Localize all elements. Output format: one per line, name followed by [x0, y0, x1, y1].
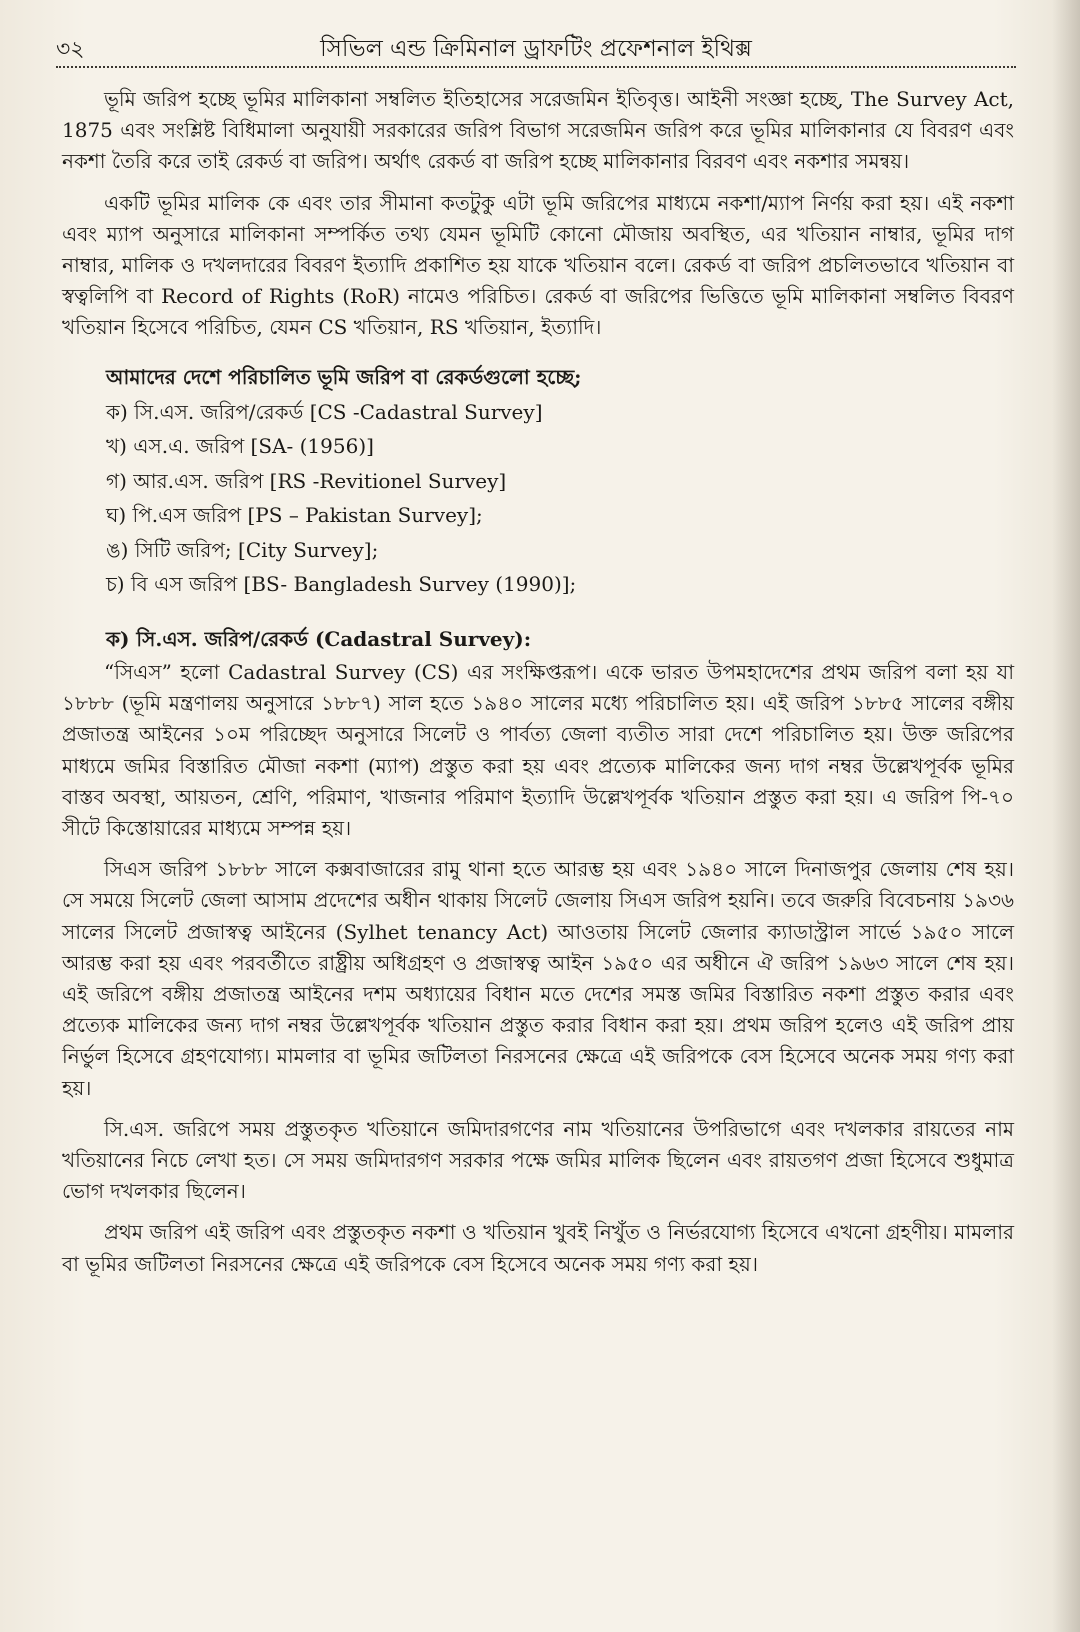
paragraph-cs-definition: “সিএস” হলো Cadastral Survey (CS) এর সংক্ষিপ্তরূপ। একে ভারত উপমহাদেশের প্রথম জরিপ বলা হয় যা ১৮৮৮ (ভূমি মন্ত্রণালয় অনুসারে ১৮৮৭) সাল হতে ১৯৪০ সালের মধ্যে পরিচালিত হয়। এই জরিপ ১৮৮৫ সালের বঙ্গীয় প্রজাতন্ত্র আইনের ১০ম পরিচ্ছেদ অনুসারে সিলেট ও পার্বত্য জেলা ব্যতীত সারা দেশে পরিচালিত হয়। উক্ত জরিপের মাধ্যমে জমির বিস্তারিত মৌজা নকশা (ম্যাপ) প্রস্তুত করা হয় এবং প্রত্যেক মালিকের জন্য দাগ নম্বর উল্লেখপূর্বক ভূমির বাস্তব অবস্থা, আয়তন, শ্রেণি, পরিমাণ, খাজনার পরিমাণ ইত্যাদি উল্লেখপূর্বক খতিয়ান প্রস্তুত করা হয়। এ জরিপ পি-৭০ সীটে কিস্তোয়ারের মাধ্যমে সম্পন্ন হয়। — [62, 660, 1014, 841]
paragraph-cs-reliability: প্রথম জরিপ এই জরিপ এবং প্রস্তুতকৃত নকশা ও খতিয়ান খুবই নিখুঁত ও নির্ভরযোগ্য হিসেবে এখনো গ্রহণীয়। মামলার বা ভূমির জটিলতা নিরসনের ক্ষেত্রে এই জরিপকে বেস হিসেবে অনেক সময় গণ্য করা হয়। — [62, 1220, 1014, 1276]
page-body — [62, 84, 1014, 1290]
paragraph-ownership: একটি ভূমির মালিক কে এবং তার সীমানা কতটুকু এটা ভূমি জরিপের মাধ্যমে নকশা/ম্যাপ নির্ণয় করা হয়। এই নকশা এবং ম্যাপ অনুসারে মালিকানা সম্পর্কিত তথ্য যেমন ভূমিটি কোনো মৌজায় অবস্থিত, এর খতিয়ান নাম্বার, ভূমির দাগ নাম্বার, মালিক ও দখলদারের বিবরণ ইত্যাদি প্রকাশিত হয় যাকে খতিয়ান বলে। রেকর্ড বা জরিপ প্রচলিতভাবে খতিয়ান বা স্বত্বলিপি বা Record of Rights (RoR) নামেও পরিচিত। রেকর্ড বা জরিপের ভিত্তিতে ভূমি মালিকানা সম্বলিত বিবরণ খতিয়ান হিসেবে পরিচিত, যেমন CS খতিয়ান, RS খতিয়ান, ইত্যাদি। — [62, 190, 1014, 340]
header-rule — [56, 66, 1016, 68]
paragraph-intro: ভূমি জরিপ হচ্ছে ভূমির মালিকানা সম্বলিত ইতিহাসের সরেজমিন ইতিবৃত্ত। আইনী সংজ্ঞা হচ্ছে, The Survey Act, 1875 এবং সংশ্লিষ্ট বিধিমালা অনুযায়ী সরকারের জরিপ বিভাগ সরেজমিন জরিপ করে ভূমির মালিকানার যে বিবরণ এবং নকশা তৈরি করে তাই রেকর্ড বা জরিপ। অর্থাৎ রেকর্ড বা জরিপ হচ্ছে মালিকানার বিরবণ এবং নকশার সমন্বয়। — [62, 87, 1014, 174]
list-item: খ) এস.এ. জরিপ [SA- (1956)] — [106, 434, 374, 459]
page-header — [56, 26, 1016, 64]
running-title: সিভিল এন্ড ক্রিমিনাল ড্রাফটিং প্রফেশনাল ইথিক্স — [320, 36, 752, 62]
paragraph-cs-history: সিএস জরিপ ১৮৮৮ সালে কক্সবাজারের রামু থানা হতে আরম্ভ হয় এবং ১৯৪০ সালে দিনাজপুর জেলায় শেষ হয়। সে সময়ে সিলেট জেলা আসাম প্রদেশের অধীন থাকায় সিলেট জেলায় সিএস জরিপ হয়নি। তবে জরুরি বিবেচনায় ১৯৩৬ সালের সিলেট প্রজাস্বত্ব আইনের (Sylhet tenancy Act) আওতায় সিলেট জেলার ক্যাডাস্ট্রাল সার্ভে ১৯৫০ সালে আরম্ভ করা হয় এবং পরবর্তীতে রাষ্ট্রীয় অধিগ্রহণ ও প্রজাস্বত্ব আইন ১৯৫০ এর অধীনে ঐ জরিপ ১৯৬৩ সালে শেষ হয়। এই জরিপে বঙ্গীয় প্রজাতন্ত্র আইনের দশম অধ্যায়ের বিধান মতে দেশের সমস্ত জমির বিস্তারিত নকশা প্রস্তুত করার এবং প্রত্যেক মালিকের জন্য দাগ নম্বর উল্লেখপূর্বক খতিয়ান প্রস্তুত করার বিধান করা হয়। প্রথম জরিপ হলেও এই জরিপ প্রায় নির্ভুল হিসেবে গ্রহণযোগ্য। মামলার বা ভূমির জটিলতা নিরসনের ক্ষেত্রে এই জরিপকে বেস হিসেবে অনেক সময় গণ্য করা হয়। — [62, 857, 1014, 1100]
survey-list — [62, 395, 1014, 602]
paragraph-cs-khatian: সি.এস. জরিপে সময় প্রস্তুতকৃত খতিয়ানে জমিদারগণের নাম খতিয়ানের উপরিভাগে এবং দখলকার রায়তের নাম খতিয়ানের নিচে লেখা হত। সে সময় জমিদারগণ সরকার পক্ষে জমির মালিক ছিলেন এবং রায়তগণ প্রজা হিসেবে শুধুমাত্র ভোগ দখলকার ছিলেন। — [62, 1116, 1014, 1204]
list-item: গ) আর.এস. জরিপ [RS -Revitionel Survey] — [106, 468, 507, 493]
list-item: ঙ) সিটি জরিপ; [City Survey]; — [106, 537, 379, 562]
list-item: ক) সি.এস. জরিপ/রেকর্ড [CS -Cadastral Survey] — [106, 399, 543, 424]
list-item: ঘ) পি.এস জরিপ [PS – Pakistan Survey]; — [106, 503, 483, 528]
list-item: চ) বি এস জরিপ [BS- Bangladesh Survey (1990)]; — [106, 572, 577, 597]
list-heading: আমাদের দেশে পরিচালিত ভূমি জরিপ বা রেকর্ডগুলো হচ্ছে; — [106, 364, 582, 389]
page-number: ৩২ — [56, 37, 85, 62]
section-heading: ক) সি.এস. জরিপ/রেকর্ড (Cadastral Survey): — [106, 626, 532, 651]
page-edge-shadow — [1052, 0, 1080, 1632]
